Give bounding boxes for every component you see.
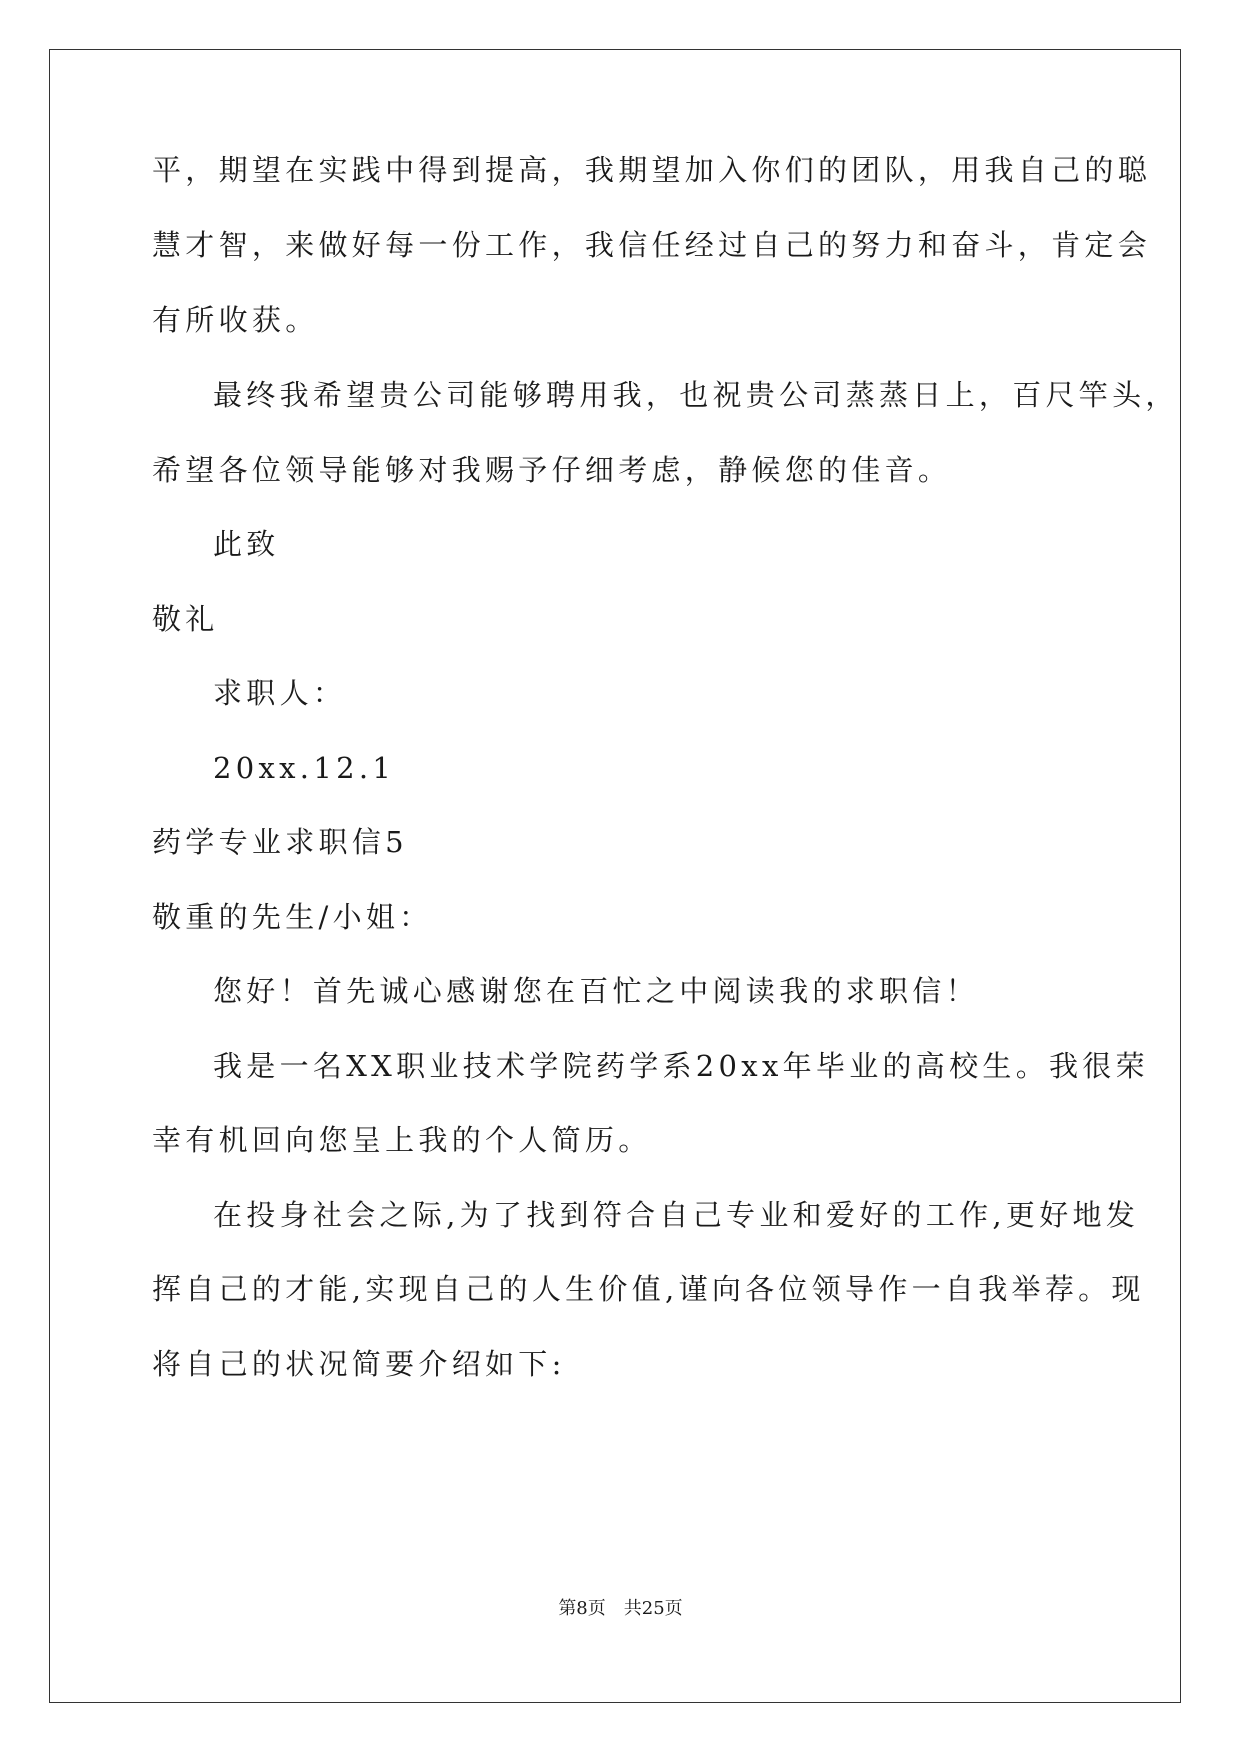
closing-regards: 敬礼: [152, 602, 219, 636]
body-line: 希望各位领导能够对我赐予仔细考虑，静候您的佳音。: [152, 453, 952, 487]
body-line: 挥自己的才能,实现自己的人生价值,谨向各位领导作一自我举荐。现: [152, 1272, 1145, 1306]
greeting: 敬重的先生/小姐：: [152, 900, 433, 934]
page-border: [49, 49, 1181, 1703]
section-heading: 药学专业求职信5: [152, 825, 408, 859]
closing-salutation: 此致: [213, 527, 280, 561]
body-line: 有所收获。: [152, 303, 319, 337]
body-line: 将自己的状况简要介绍如下:: [152, 1347, 566, 1381]
body-line: 最终我希望贵公司能够聘用我，也祝贵公司蒸蒸日上，百尺竿头，: [213, 378, 1179, 412]
page-number: 第8页 共25页: [558, 1598, 683, 1619]
signature-label: 求职人：: [213, 676, 347, 710]
signature-date: 20xx.12.1: [213, 751, 396, 785]
body-line: 平，期望在实践中得到提高，我期望加入你们的团队，用我自己的聪: [152, 153, 1152, 187]
body-line: 在投身社会之际,为了找到符合自己专业和爱好的工作,更好地发: [213, 1198, 1140, 1232]
body-line: 您好！首先诚心感谢您在百忙之中阅读我的求职信！: [213, 974, 979, 1008]
body-line: 我是一名XX职业技术学院药学系20xx年毕业的高校生。我很荣: [213, 1049, 1149, 1083]
body-line: 慧才智，来做好每一份工作，我信任经过自己的努力和奋斗，肯定会: [152, 228, 1152, 262]
body-line: 幸有机回向您呈上我的个人简历。: [152, 1123, 652, 1157]
